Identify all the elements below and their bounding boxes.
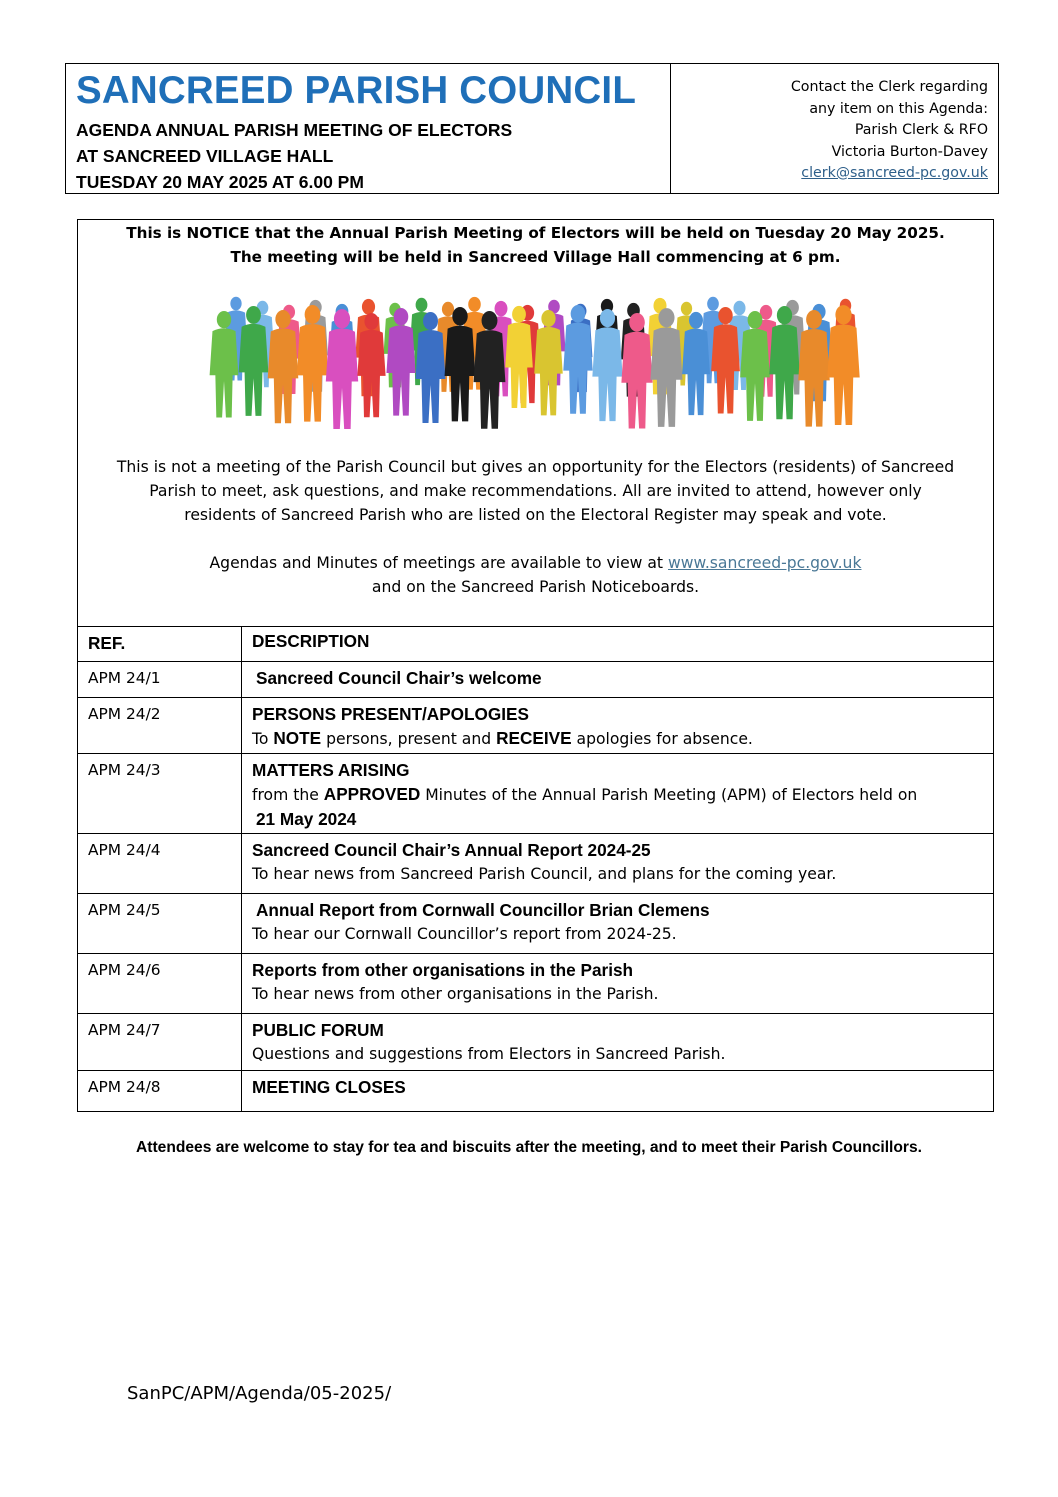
closing-note: Attendees are welcome to stay for tea and biscuits after the meeting, and to meet their Parish Councillors. <box>136 1139 922 1156</box>
agenda-item-title: Reports from other organisations in the Parish <box>252 960 634 980</box>
contact-text: Contact the Clerk regarding <box>790 79 988 95</box>
agenda-ref: APM 24/6 <box>78 954 242 1014</box>
table-header-row <box>78 627 994 662</box>
clerk-name: Victoria Burton-Davey <box>831 143 988 160</box>
ref-column-header: REF. <box>78 627 242 662</box>
agenda-item-text: To hear news from other organisations in the Parish. <box>252 985 659 1003</box>
notice-venue: The meeting will be held in Sancreed Village Hall commencing at 6 pm. <box>230 248 841 266</box>
header-title-block <box>66 64 671 193</box>
agenda-ref: APM 24/7 <box>78 1014 242 1071</box>
agenda-item-text: from the APPROVED Minutes of the Annual Parish Meeting (APM) of Electors held on <box>252 784 918 804</box>
notice-description: residents of Sancreed Parish who are listed on the Electoral Register may speak and vote. <box>184 506 887 524</box>
agenda-item-title: MEETING CLOSES <box>252 1077 406 1097</box>
document-reference: SanPC/APM/Agenda/05-2025/ <box>127 1383 392 1404</box>
agenda-item-title: PUBLIC FORUM <box>252 1020 384 1040</box>
agenda-ref: APM 24/8 <box>78 1071 242 1112</box>
agenda-item-text: To NOTE persons, present and RECEIVE apologies for absence. <box>252 728 753 748</box>
agenda-item <box>242 954 994 1014</box>
notice-heading: This is NOTICE that the Annual Parish Meeting of Electors will be held on Tuesday 20 May 2025. <box>126 224 945 242</box>
agenda-item-text: To hear our Cornwall Councillor’s report from 2024-25. <box>252 925 677 943</box>
agenda-item-title: Sancreed Council Chair’s Annual Report 2024-25 <box>252 840 651 860</box>
council-name: SANCREED PARISH COUNCIL <box>76 69 637 112</box>
agenda-ref: APM 24/2 <box>78 698 242 754</box>
agenda-ref: APM 24/1 <box>78 662 242 698</box>
clerk-email-link[interactable]: clerk@sancreed-pc.gov.uk <box>801 165 988 181</box>
agenda-item-text: To hear news from Sancreed Parish Council, and plans for the coming year. <box>252 865 837 883</box>
clerk-contact-block <box>671 64 998 193</box>
meeting-title-line: AGENDA ANNUAL PARISH MEETING OF ELECTORS <box>76 120 513 140</box>
table-row <box>78 662 994 698</box>
agenda-item-text: Questions and suggestions from Electors in Sancreed Parish. <box>252 1045 726 1063</box>
agenda-ref: APM 24/4 <box>78 834 242 894</box>
agenda-ref: APM 24/5 <box>78 894 242 954</box>
agenda-item <box>242 834 994 894</box>
table-row <box>78 698 994 754</box>
contact-text: any item on this Agenda: <box>809 100 988 117</box>
table-row <box>78 754 994 834</box>
agenda-item <box>242 1071 994 1112</box>
clerk-role: Parish Clerk & RFO <box>854 122 988 138</box>
agenda-item-title: Sancreed Council Chair’s welcome <box>256 668 542 688</box>
agenda-item <box>242 698 994 754</box>
website-link[interactable]: www.sancreed-pc.gov.uk <box>668 554 862 572</box>
table-row <box>78 1014 994 1071</box>
meeting-notice <box>77 219 994 627</box>
person-silhouette-icon <box>325 309 357 429</box>
table-row <box>78 954 994 1014</box>
notice-description: Parish to meet, ask questions, and make recommendations. All are invited to attend, however only <box>149 482 922 500</box>
agenda-item <box>242 894 994 954</box>
crowd-people-illustration <box>196 282 876 430</box>
agenda-item <box>242 662 994 698</box>
notice-noticeboards: and on the Sancreed Parish Noticeboards. <box>371 578 700 596</box>
table-row <box>78 894 994 954</box>
agenda-item-title: Annual Report from Cornwall Councillor Brian Clemens <box>256 900 710 920</box>
agenda-item-title: MATTERS ARISING <box>252 760 410 780</box>
table-row <box>78 834 994 894</box>
agenda-item-date: 21 May 2024 <box>256 809 357 829</box>
description-column-header: DESCRIPTION <box>242 627 994 662</box>
notice-availability <box>78 551 993 575</box>
agenda-item <box>242 754 994 834</box>
agenda-item <box>242 1014 994 1071</box>
agenda-header <box>65 63 999 194</box>
meeting-date-line: TUESDAY 20 MAY 2025 AT 6.00 PM <box>76 172 364 192</box>
agenda-ref: APM 24/3 <box>78 754 242 834</box>
availability-text: Agendas and Minutes of meetings are available to view at <box>209 554 669 572</box>
agenda-table <box>77 626 994 1112</box>
table-row <box>78 1071 994 1112</box>
agenda-item-title: PERSONS PRESENT/APOLOGIES <box>252 704 529 724</box>
notice-description: This is not a meeting of the Parish Council but gives an opportunity for the Electors (residents) of Sancreed <box>116 458 955 476</box>
meeting-venue-line: AT SANCREED VILLAGE HALL <box>76 146 334 166</box>
